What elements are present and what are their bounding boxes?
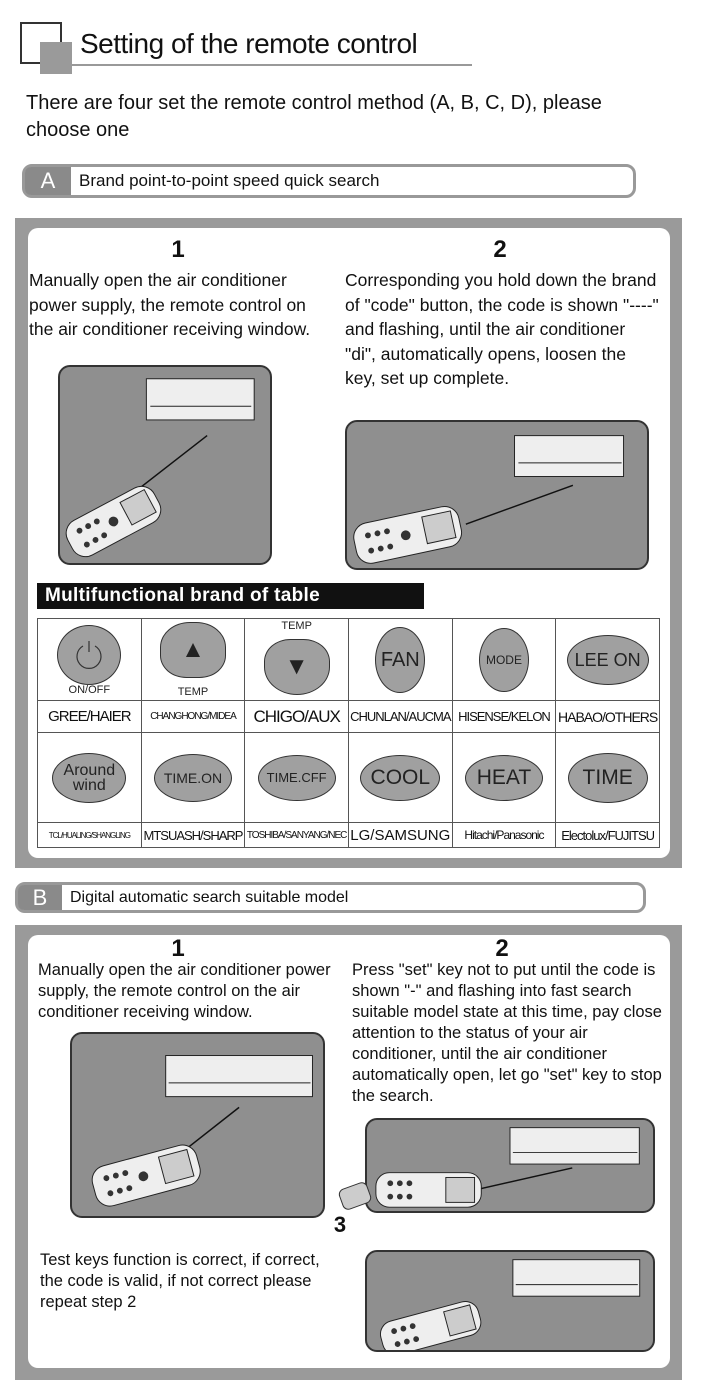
table-title: Multifunctional brand of table <box>37 583 424 609</box>
brand-table <box>37 618 660 848</box>
button-sub-label: ON/OFF <box>68 684 111 696</box>
button-cell <box>556 619 660 701</box>
intro-text: There are four set the remote control method (A, B, C, D), please choose one <box>26 92 602 141</box>
button-sub-label: TEMP <box>281 620 312 632</box>
around-wind-button-icon: Around wind <box>52 753 126 803</box>
button-cell <box>245 733 349 823</box>
table-row <box>38 701 660 733</box>
brand-label: Electolux/FUJITSU <box>556 823 660 848</box>
brand-label: HISENSE/KELON <box>452 701 556 733</box>
arrow-down-icon: ▼ <box>264 639 330 695</box>
test-instruction-text: Test keys function is correct, if correct, the code is valid, if not correct please repeat step 2 <box>40 1251 320 1311</box>
time-on-button-icon: TIME.ON <box>154 754 232 802</box>
section-b-header <box>15 882 646 913</box>
table-row <box>38 733 660 823</box>
button-cell <box>556 733 660 823</box>
brand-label: GREE/HAIER <box>38 701 142 733</box>
button-sub-label: TEMP <box>177 686 209 698</box>
button-cell <box>245 619 349 701</box>
section-a-header <box>22 164 636 198</box>
remote-ac-illustration <box>70 1032 325 1218</box>
button-cell <box>141 733 245 823</box>
step-number: 1 <box>171 236 185 263</box>
remote-ac-illustration <box>58 365 272 565</box>
brand-label: LG/SAMSUNG <box>348 823 452 848</box>
brand-label: CHIGO/AUX <box>245 701 349 733</box>
fan-button-icon: FAN <box>375 627 425 693</box>
table-row <box>38 823 660 848</box>
section-title: Brand point-to-point speed quick search <box>79 171 380 190</box>
table-row <box>38 619 660 701</box>
cool-button-icon: COOL <box>360 755 440 801</box>
button-cell <box>141 619 245 701</box>
title-decoration-fill <box>40 42 72 74</box>
button-cell <box>452 733 556 823</box>
remote-ac-illustration <box>365 1118 655 1213</box>
step-number: 3 <box>333 1212 347 1237</box>
title-underline <box>72 64 472 66</box>
brand-label: MTSUASH/SHARP <box>141 823 245 848</box>
step-number: 1 <box>171 935 185 962</box>
remote-ac-illustration <box>345 420 649 570</box>
section-letter: A <box>25 167 71 195</box>
brand-label: TOSHIBA/SANYANG/NEC <box>245 823 349 848</box>
lee-on-button-icon: LEE ON <box>567 635 649 685</box>
section-letter: B <box>18 885 62 910</box>
brand-label: CHUNLAN/AUCMA <box>348 701 452 733</box>
button-cell <box>348 733 452 823</box>
remote-ac-illustration <box>365 1250 655 1352</box>
step-number: 2 <box>495 935 509 962</box>
brand-label: CHANGHONG/MIDEA <box>141 701 245 733</box>
page-title: Setting of the remote control <box>80 28 418 59</box>
step-number: 2 <box>493 236 507 263</box>
button-cell <box>452 619 556 701</box>
time-off-button-icon: TIME.CFF <box>258 755 336 801</box>
power-icon <box>57 625 121 685</box>
brand-label: HABAO/OTHERS <box>556 701 660 733</box>
time-button-icon: TIME <box>568 753 648 803</box>
step-text: Manually open the air conditioner power supply, the remote control on the air conditioner receiving window. <box>29 270 311 339</box>
step-text: Manually open the air conditioner power supply, the remote control on the air conditioner receiving window. <box>38 961 331 1021</box>
section-title: Digital automatic search suitable model <box>70 888 349 906</box>
step-text: Press "set" key not to put until the code is shown "-" and flashing into fast search suitable model state at this time, pay close attention to the status of your air conditioner, until the air conditioner automatically open, let go "set" key to stop the search. <box>352 961 662 1105</box>
button-cell <box>348 619 452 701</box>
button-cell <box>38 619 142 701</box>
button-cell <box>38 733 142 823</box>
arrow-up-icon: ▲ <box>160 622 226 678</box>
brand-label: TCL/HUALING/SHANGLING <box>38 823 142 848</box>
heat-button-icon: HEAT <box>465 755 543 801</box>
brand-label: Hitachi/Panasonic <box>452 823 556 848</box>
mode-button-icon: MODE <box>479 628 529 692</box>
step-text: Corresponding you hold down the brand of "code" button, the code is shown "----" and flashing, until the air conditioner "di", automatically opens, loosen the key, set up complete. <box>345 270 659 388</box>
